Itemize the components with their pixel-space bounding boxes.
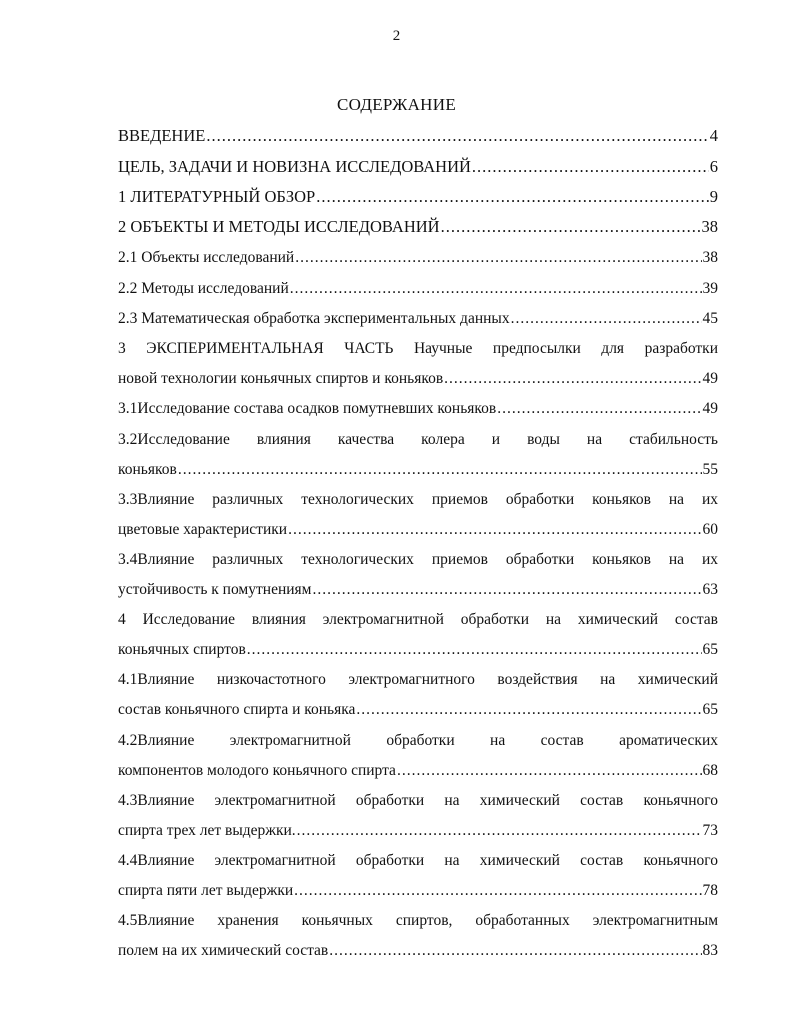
toc-entry-text: ЦЕЛЬ, ЗАДАЧИ И НОВИЗНА ИССЛЕДОВАНИЙ [118,157,471,176]
toc-entry-line1: 3 ЭКСПЕРИМЕНТАЛЬНАЯ ЧАСТЬ Научные предпосылки для разработки [118,340,718,357]
toc-entry-line1: 4.4Влияние электромагнитной обработки на химический состав коньячного [118,852,718,869]
toc-entry-line1: 3.4Влияние различных технологических приемов обработки коньяков на их [118,551,718,568]
toc-entry-page: 39 [702,280,718,297]
toc-entry-page: 9 [709,187,718,206]
toc-leader-dots [290,279,702,299]
toc-entry-text: новой технологии коньячных спиртов и коньяков [118,370,444,387]
toc-entry-text: компонентов молодого коньячного спирта [118,762,396,779]
toc-entry [118,187,718,207]
toc-leader-dots [294,881,701,901]
toc-entry [118,761,718,781]
toc-entry-text: состав коньячного спирта и коньяка [118,701,356,718]
toc-entry-text: коньяков [118,461,177,478]
toc-entry-line1: 4.1Влияние низкочастотного электромагнитного воздействия на химический [118,671,718,688]
toc-entry-page: 65 [702,641,718,658]
toc-entry-page: 38 [702,249,718,266]
toc-entry-line1: 4 Исследование влияния электромагнитной обработки на химический состав [118,611,718,628]
toc-entry [118,941,718,961]
toc-entry-text: коньячных спиртов [118,641,246,658]
toc-leader-dots [356,700,701,720]
toc-entry-line1: 4.3Влияние электромагнитной обработки на химический состав коньячного [118,792,718,809]
toc-entry [118,700,718,720]
toc-entry [118,279,718,299]
toc-entry-page: 78 [702,882,718,899]
toc-entry-page: 63 [702,581,718,598]
toc-entry [118,821,718,841]
toc-entry-text: цветовые характеристики [118,521,288,538]
toc-leader-dots [329,941,701,961]
toc-entry-text: 1 ЛИТЕРАТУРНЫЙ ОБЗОР [118,187,316,206]
toc-entry-page: 45 [702,310,718,327]
toc-entry-text: устойчивость к помутнениям [118,581,312,598]
toc-title: СОДЕРЖАНИЕ [336,95,457,114]
toc-entry [118,309,718,329]
toc-leader-dots [316,187,709,207]
toc-entry-page: 55 [702,461,718,478]
toc-leader-dots [178,460,702,480]
toc-leader-dots [297,821,702,841]
toc-entry-page: 38 [701,217,718,236]
toc-leader-dots [441,217,701,237]
toc-entry [118,520,718,540]
toc-entry [118,460,718,480]
toc-entry [118,580,718,600]
toc-leader-dots [206,126,708,146]
toc-entry [118,157,718,177]
toc-entry [118,881,718,901]
toc-entry-line1: 4.2Влияние электромагнитной обработки на состав ароматических [118,732,718,749]
toc-entry [118,640,718,660]
toc-entry-text: 3.1Исследование состава осадков помутневших коньяков [118,400,497,417]
toc-entry-text: 2 ОБЪЕКТЫ И МЕТОДЫ ИССЛЕДОВАНИЙ [118,217,440,236]
toc-leader-dots [288,520,701,540]
toc-entry-page: 6 [709,157,718,176]
toc-entry-line1: 3.3Влияние различных технологических приемов обработки коньяков на их [118,491,718,508]
toc-entry-line1: 3.2Исследование влияния качества колера и воды на стабильность [118,431,718,448]
toc-entry-text: 2.2 Методы исследований [118,280,289,297]
toc-entry-page: 49 [702,370,718,387]
toc-leader-dots [295,248,701,268]
toc-entry-page: 83 [702,942,718,959]
toc-entry-text: полем на их химический состав [118,942,329,959]
toc-entry [118,369,718,389]
toc-leader-dots [511,309,702,329]
toc-entry-text: 2.3 Математическая обработка экспериментальных данных [118,310,510,327]
toc-leader-dots [472,157,709,177]
toc-entry-page: 68 [702,762,718,779]
toc-entry-page: 49 [702,400,718,417]
toc-entry-page: 4 [709,126,718,145]
toc-entry-text: спирта пяти лет выдержки [118,882,294,899]
toc-leader-dots [444,369,701,389]
toc-leader-dots [247,640,702,660]
toc-entry [118,248,718,268]
toc-entry-text: спирта трех лет выдержки. [118,822,296,839]
toc-entry-text: 2.1 Объекты исследований [118,249,295,266]
toc-entry-text: ВВЕДЕНИЕ [118,126,206,145]
page-number: 2 [392,28,401,44]
toc-leader-dots [397,761,702,781]
toc-entry-page: 60 [702,521,718,538]
toc-leader-dots [312,580,701,600]
toc-entry-line1: 4.5Влияние хранения коньячных спиртов, обработанных электромагнитным [118,912,718,929]
toc-entry [118,126,718,146]
toc-entry-page: 65 [702,701,718,718]
toc-entry-page: 73 [702,822,718,839]
toc-entry [118,217,718,237]
toc-entry [118,399,718,419]
toc-leader-dots [497,399,701,419]
